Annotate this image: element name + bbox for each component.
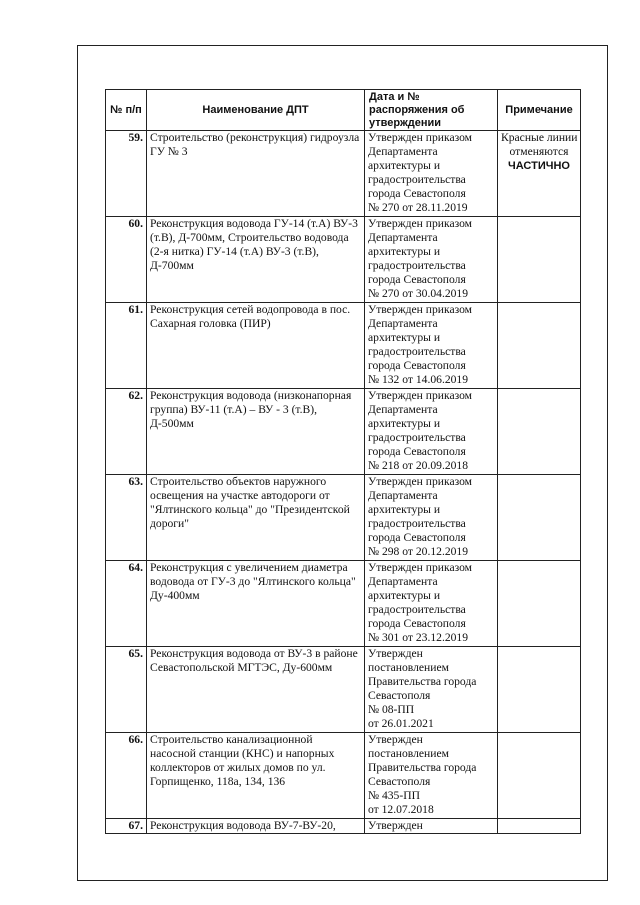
approval-line: градостроительства bbox=[368, 603, 466, 616]
approval-line: города Севастополя bbox=[368, 187, 466, 200]
table-row bbox=[106, 303, 581, 389]
header-num: № п/п bbox=[106, 90, 147, 131]
approval-line: Департамента bbox=[368, 145, 438, 158]
approval-line: архитектуры и bbox=[368, 589, 441, 602]
approval-line: города Севастополя bbox=[368, 273, 466, 286]
table-row bbox=[106, 131, 581, 217]
row-number: 61. bbox=[106, 303, 147, 389]
dpt-name: Строительство объектов наружного освещения на участке автодороги от "Ялтинского кольца" до "Президентской дороги" bbox=[147, 475, 365, 561]
dpt-name: Реконструкция водовода (низконапорная группа) ВУ-11 (т.А) – ВУ - 3 (т.В), Д-500мм bbox=[147, 389, 365, 475]
note-cell bbox=[498, 733, 581, 819]
approval-info bbox=[365, 475, 498, 561]
approval-line: Департамента bbox=[368, 317, 438, 330]
approval-line: градостроительства bbox=[368, 345, 466, 358]
approval-line: Утвержден приказом bbox=[368, 131, 473, 144]
approval-line: архитектуры и bbox=[368, 503, 441, 516]
approval-line: Утвержден приказом bbox=[368, 561, 473, 574]
header-name: Наименование ДПТ bbox=[147, 90, 365, 131]
table-row bbox=[106, 389, 581, 475]
note-emphasis: ЧАСТИЧНО bbox=[508, 160, 570, 172]
approval-line: № 08-ПП bbox=[368, 703, 415, 716]
note-line: отменяются bbox=[509, 145, 569, 158]
row-number: 64. bbox=[106, 561, 147, 647]
approval-line: архитектуры и bbox=[368, 245, 441, 258]
approval-line: Севастополя bbox=[368, 775, 431, 788]
approval-line: Департамента bbox=[368, 489, 438, 502]
approval-line: Утвержден bbox=[368, 819, 423, 832]
approval-line: от 12.07.2018 bbox=[368, 803, 434, 816]
approval-line: архитектуры и bbox=[368, 417, 441, 430]
approval-line: Правительства города bbox=[368, 675, 477, 688]
approval-line: архитектуры и bbox=[368, 331, 441, 344]
dpt-name: Реконструкция водовода ГУ-14 (т.А) ВУ-3 (т.В), Д-700мм, Строительство водовода (2-я нитка) ГУ-14 (т.А) ВУ-3 (т.В), Д-700мм bbox=[147, 217, 365, 303]
table-header-row bbox=[106, 90, 581, 131]
approval-line: Утвержден bbox=[368, 733, 423, 746]
approval-line: Департамента bbox=[368, 231, 438, 244]
approval-line: № 218 от 20.09.2018 bbox=[368, 459, 469, 472]
approval-line: градостроительства bbox=[368, 259, 466, 272]
approval-line: № 298 от 20.12.2019 bbox=[368, 545, 469, 558]
approval-line: Утвержден приказом bbox=[368, 217, 473, 230]
approval-line: № 301 от 23.12.2019 bbox=[368, 631, 469, 644]
approval-line: архитектуры и bbox=[368, 159, 441, 172]
approval-line: градостроительства bbox=[368, 431, 466, 444]
note-cell bbox=[498, 819, 581, 834]
note-cell bbox=[498, 561, 581, 647]
table-row bbox=[106, 819, 581, 834]
approval-line: города Севастополя bbox=[368, 359, 466, 372]
table-row bbox=[106, 475, 581, 561]
table-row bbox=[106, 217, 581, 303]
approval-line: Севастополя bbox=[368, 689, 431, 702]
approval-line: Утвержден приказом bbox=[368, 475, 473, 488]
approval-line: Утвержден приказом bbox=[368, 389, 473, 402]
approval-line: Департамента bbox=[368, 575, 438, 588]
dpt-table bbox=[105, 89, 581, 834]
approval-line: постановлением bbox=[368, 747, 449, 760]
approval-line: № 270 от 30.04.2019 bbox=[368, 287, 469, 300]
approval-line: № 435-ПП bbox=[368, 789, 420, 802]
row-number: 67. bbox=[106, 819, 147, 834]
note-line: Красные линии bbox=[501, 131, 578, 144]
approval-line: № 270 от 28.11.2019 bbox=[368, 201, 468, 214]
approval-line: от 26.01.2021 bbox=[368, 717, 434, 730]
note-cell bbox=[498, 303, 581, 389]
approval-info bbox=[365, 733, 498, 819]
approval-info bbox=[365, 131, 498, 217]
dpt-name: Строительство канализационной насосной станции (КНС) и напорных коллекторов от жилых домов по ул. Горпищенко, 118а, 134, 136 bbox=[147, 733, 365, 819]
approval-info bbox=[365, 647, 498, 733]
note-cell bbox=[498, 389, 581, 475]
approval-line: города Севастополя bbox=[368, 531, 466, 544]
approval-line: градостроительства bbox=[368, 517, 466, 530]
row-number: 60. bbox=[106, 217, 147, 303]
row-number: 59. bbox=[106, 131, 147, 217]
dpt-name: Реконструкция с увеличением диаметра водовода от ГУ-3 до "Ялтинского кольца" Ду-400мм bbox=[147, 561, 365, 647]
approval-line: № 132 от 14.06.2019 bbox=[368, 373, 469, 386]
table-row bbox=[106, 647, 581, 733]
header-date: Дата и № распоряжения об утверждении bbox=[365, 90, 498, 131]
dpt-name: Реконструкция водовода ВУ-7-ВУ-20, bbox=[147, 819, 365, 834]
row-number: 66. bbox=[106, 733, 147, 819]
approval-line: Правительства города bbox=[368, 761, 477, 774]
row-number: 63. bbox=[106, 475, 147, 561]
dpt-name: Реконструкция водовода от ВУ-3 в районе Севастопольской МГТЭС, Ду-600мм bbox=[147, 647, 365, 733]
approval-info bbox=[365, 561, 498, 647]
row-number: 65. bbox=[106, 647, 147, 733]
approval-info bbox=[365, 389, 498, 475]
approval-line: Утвержден приказом bbox=[368, 303, 473, 316]
note-cell bbox=[498, 647, 581, 733]
approval-info bbox=[365, 819, 498, 834]
approval-line: Утвержден bbox=[368, 647, 423, 660]
note-cell bbox=[498, 217, 581, 303]
approval-line: Департамента bbox=[368, 403, 438, 416]
approval-line: города Севастополя bbox=[368, 617, 466, 630]
table-row bbox=[106, 733, 581, 819]
approval-line: постановлением bbox=[368, 661, 449, 674]
approval-info bbox=[365, 303, 498, 389]
table-row bbox=[106, 561, 581, 647]
note-cell bbox=[498, 131, 581, 217]
note-cell bbox=[498, 475, 581, 561]
approval-line: города Севастополя bbox=[368, 445, 466, 458]
dpt-name: Реконструкция сетей водопровода в пос. Сахарная головка (ПИР) bbox=[147, 303, 365, 389]
header-note: Примечание bbox=[498, 90, 581, 131]
row-number: 62. bbox=[106, 389, 147, 475]
approval-info bbox=[365, 217, 498, 303]
dpt-name: Строительство (реконструкция) гидроузла ГУ № 3 bbox=[147, 131, 365, 217]
approval-line: градостроительства bbox=[368, 173, 466, 186]
